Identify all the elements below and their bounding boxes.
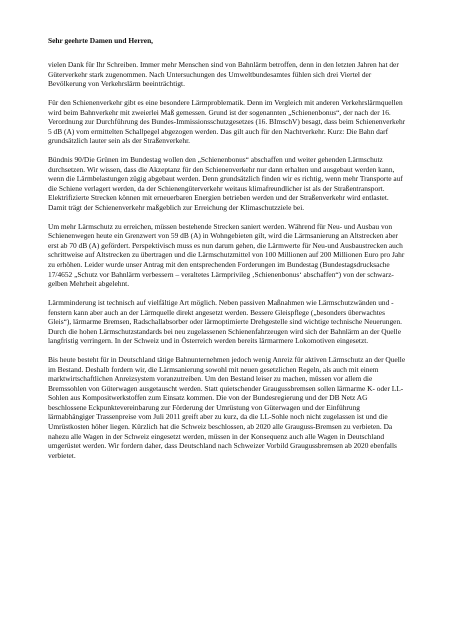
paragraph-laermschutz-altstrecken: Um mehr Lärmschutz zu erreichen, müssen bestehende Strecken saniert werden. Während für Neu- und Ausbau von Schienenwegen heute ein Grenzwert von 59 dB (A) in Wohngebieten gilt, wird die Lärmsanierung an Altstrecken aber erst ab 70 dB (A) gefördert. Perspektivisch muss es nun darum gehen, die Lärmwerte für Neu-und Ausbaustrecken auch schrittweise auf Altstrecken zu übertragen und die Lärmschutzmittel von 100 Millionen auf 200 Millionen Euro pro Jahr zu erhöhen. Leider wurde unser Antrag mit den entsprechenden Forderungen im Bundestag (Bundestagsdrucksache 17/4652 „Schutz vor Bahnlärm verbessern – veraltetes Lärmprivileg ‚Schienenbonus‘ abschaffen“) von der schwarz-gelben Mehrheit abgelehnt. (48, 221, 405, 289)
salutation: Sehr geehrte Damen und Herren, (48, 36, 154, 45)
paragraph-bremsen-umruestung: Bis heute besteht für in Deutschland tätige Bahnunternehmen jedoch wenig Anreiz für aktiven Lärmschutz an der Quelle im Bestand. Deshalb fordern wir, die Lärmsanierung sowohl mit neuen gesetzlichen Regeln, als auch mit einem marktwirtschaftlichen Anreizsystem voranzutreiben. Um den Bestand leiser zu machen, müssen vor allem die Bremssohlen von Güterwagen ausgetauscht werden. Statt quietschender Graugussbremsen sollen lärmarme K- oder LL-Sohlen aus Kompositwerkstoffen zum Einsatz kommen. Die von der Bundesregierung und der DB Netz AG beschlossene Eckpunktevereinbarung zur Förderung der Umrüstung von Güterwagen und der Einführung lärmabhängiger Trassenpreise vom Juli 2011 greift aber zu kurz, da die LL-Sohle noch nicht zugelassen ist und die Umrüstkosten höher liegen. Kürzlich hat die Schweiz beschlossen, ab 2020 alle Grauguss-Bremsen zu verbieten. Da nahezu alle Wagen in der Schweiz eingesetzt werden, müssen in der Konsequenz auch alle Wagen in Deutschland umgerüstet werden. Wir fordern daher, dass Deutschland nach Schweizer Vorbild Graugussbremsen ab 2020 ebenfalls verbietet. (48, 355, 406, 460)
paragraph-buendnis-position: Bündnis 90/Die Grünen im Bundestag wollen den „Schienenbonus“ abschaffen und weiter gehenden Lärmschutz durchsetzen. Wir wissen, dass die Akzeptanz für den Schienenverkehr nur dann erhalten und ausgebaut werden kann, wenn die Lärmbelastungen zügig abgebaut werden. Denn grundsätzlich finden wir es richtig, wenn mehr Transporte auf die Schiene verlagert werden, da der Schienengüterverkehr weitaus klimafreundlicher ist als der Straßentransport. Elektrifizierte Strecken können mit erneuerbaren Energien betrieben werden und der Straßenverkehr wird entlastet. Damit trägt der Schienenverkehr maßgeblich zur Erreichung der Klimaschutzziele bei. (48, 155, 403, 212)
paragraph-laermminderung-technik: Lärmminderung ist technisch auf vielfältige Art möglich. Neben passiven Maßnahmen wie Lärmschutzwänden und -fenstern kann aber auch an der Lärmquelle direkt angesetzt werden. Bessere Gleispflege („besonders überwachtes Gleis“), lärmarme Bremsen, Radschallabsorber oder lärmoptimierte Drehgestelle sind wichtige technische Neuerungen. Durch die hohen Lärmschutzstandards bei neu zugelassenen Schienenfahrzeugen wird sich der Bahnlärm an der Quelle langfristig verringern. In der Schweiz und in Österreich werden bereits lärmarmere Lokomotiven eingesetzt. (48, 298, 403, 346)
paragraph-schienenbonus: Für den Schienenverkehr gibt es eine besondere Lärmproblematik. Denn im Vergleich mit anderen Verkehrslärmquellen wird beim Bahnverkehr mit zweierlei Maß gemessen. Grund ist der sogenannten „Schienenbonus“, der nach der 16. Verordnung zur Durchführung des Bundes-Immissionsschutzgesetzes (16. BImschV) besagt, dass beim Schienenverkehr 5 dB (A) vom ermittelten Schallpegel abgezogen werden. Das gilt auch für den Nachtverkehr. Kurz: Die Bahn darf grundsätzlich lauter sein als der Straßenverkehr. (48, 98, 406, 146)
paragraph-intro: vielen Dank für Ihr Schreiben. Immer mehr Menschen sind von Bahnlärm betroffen, denn in den letzten Jahren hat der Güterverkehr stark zugenommen. Nach Untersuchungen des Umweltbundesamtes fühlen sich drei Viertel der Bevölkerung von Verkehrslärm beeinträchtigt. (48, 60, 399, 89)
